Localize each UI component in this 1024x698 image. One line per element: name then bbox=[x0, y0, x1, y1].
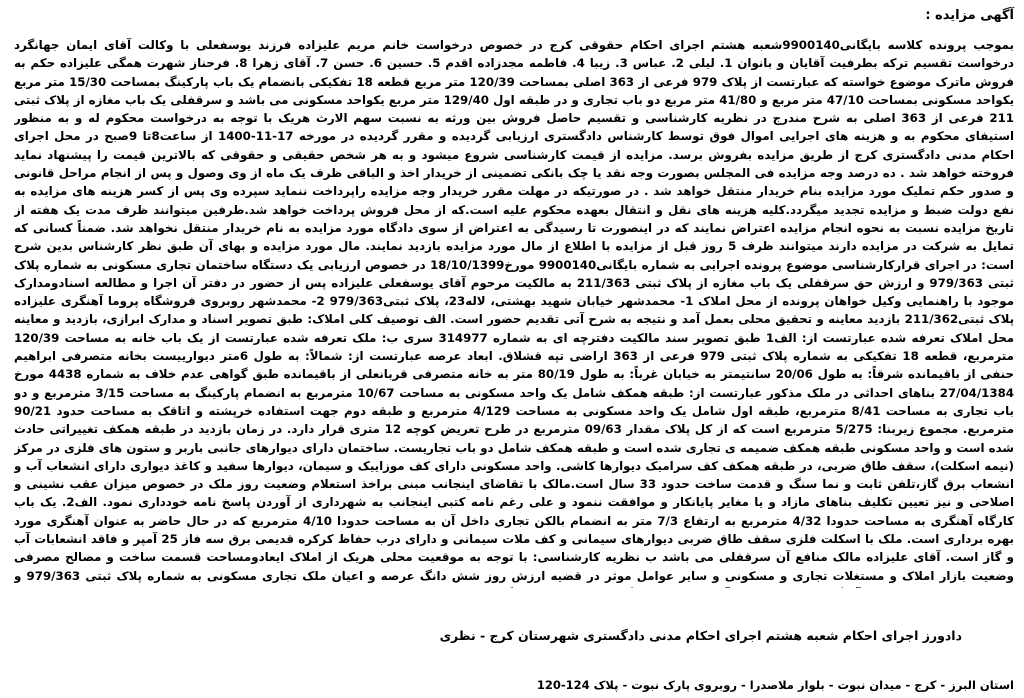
notice-address: استان البرز - کرج - میدان نبوت - بلوار ملاصدرا - روبروی پارک نبوت - پلاک 124-120 bbox=[536, 678, 1014, 692]
notice-title: آگهی مزایده : bbox=[925, 8, 1014, 23]
notice-signature: دادورز اجرای احکام شعبه هشتم اجرای احکام مدنی دادگستری شهرستان کرج - نظری bbox=[439, 628, 962, 643]
notice-body: بموجب پرونده کلاسه بایگانی9900140شعبه هشتم اجرای احکام حقوقی کرج در خصوص درخواست خانم مریم علیزاده فرزند یوسفعلی با وکالت آقای ایمان جهانگرد درخواست تقسیم ترکه بطرفیت آقایان و بانوان 1. لیلی 2. عباس 3. زیبا 4. فاطمه مجدزاده اقدم 5. حسین 6. حسن 7. آقای زهرا 8. فرحناز شهرت همگی علیزاده حکم به فروش ماترک موضوع خواسته که عبارتست از پلاک 979 فرعی از 363 اصلی بمساحت 120/39 متر مربع قطعه 18 تفکیکی بانضمام یک باب پارکینگ بمساحت 15/30 متر مربع یکواحد مسکونی بمساحت 47/10 متر مربع و 41/80 متر مربع دو باب تجاری و در طبقه اول 129/40 متر مربع یکواحد مسکونی می باشد و سرقفلی یک باب مغازه از پلاک ثبتی 211 فرعی از 363 اصلی به شرح مندرج در نظریه کارشناسی و تقسیم حاصل فروش بین ورثه به نسبت سهم الارث هریک با توجه به درخواست محکوم له و به منظور استیفای محکوم به و هزینه های اجرایی اموال فوق توسط کارشناس دادگستری ارزیابی گردیده و مقرر گردیده در مورخه 17-11-1400 از ساعت8تا 9صبح در محل اجرای احکام مدنی دادگستری کرج از طریق مزایده بفروش برسد. مزایده از قیمت کارشناسی شروع میشود و به هر شخص حقیقی و حقوقی که بالاترین قیمت را پیشنهاد نماید فروخته خواهد شد . ده درصد وجه مزایده فی المجلس بصورت وجه نقد یا چک بانکی تضمینی از خریدار اخذ و الباقی ظرف یک ماه از وی وصول و پس از انجام مراحل قانونی و صدور حکم تملیک مورد مزایده بنام خریدار منتقل خواهد شد . در صورتیکه در مهلت مقرر خریدار وجه مزایده راپرداخت ننماید سپرده وی پس از کسر هزینه های مزایده به نفع دولت ضبط و مزایده تجدید میگردد.کلیه هزینه های نقل و انتقال بعهده محکوم علیه است.که از محل فروش پرداخت خواهد شد.طرفین میتوانند ظرف مدت یک هفته از تاریخ مزایده نسبت به نحوه انجام مزایده اعتراض نمایند که در اینصورت تا رسیدگی به اعتراض از سوی دادگاه مورد مزایده به نام خریدار منتقل نخواهد شد. ضمناً کسانی که تمایل به شرکت در مزایده دارند میتوانند ظرف 5 روز قبل از مزایده با اطلاع از مال مورد مزایده بازدید نمایند. مال مورد مزایده و بهای آن طبق نظر کارشناس بدین شرح است: در اجرای قرارکارشناسی موضوع پرونده اجرایی به شماره بایگانی9900140 مورخ18/10/1399 در خصوص ارزیابی یک دستگاه ساختمان تجاری مسکونی به شماره پلاک ثبتی 979/363 و ارزش حق سرقفلی یک باب مغازه از پلاک ثبتی 211/363 به مالکیت مرحوم آقای یوسفعلی علیزاده پس از حضور در دفتر آن اجرا و مطالعه اسنادومدارک موجود با راهنمایی وکیل خواهان پرونده از محل املاک 1- محمدشهر خیابان شهید بهشتی، لاله23، پلاک ثبتی979/363 2- محمدشهر روبروی فروشگاه پروما آهنگری علیزاده پلاک ثبتی211/362 بازدید معاینه و تحقیق محلی بعمل آمد و نتیجه به شرح آتی تقدیم حضور است. الف توصیف کلی املاک: طبق تصویر اسناد و مدارک ابرازی، بازدید و معاینه محل املاک تعرفه شده عبارتست از: الف1 طبق تصویر سند مالکیت دفترچه ای به شماره 314977 سری ب: ملک تعرفه شده عبارتست از یک باب خانه به مساحت 120/39 مترمربع، قطعه 18 تفکیکی به شماره پلاک ثبتی 979 فرعی از 363 اراضی تپه قشلاق. ابعاد عرصه عبارتست از: شمالاً: به طول 6متر دیوارییست بخانه متصرفی ابراهیم حنفی از باقیمانده شرقاً: به طول 20/06 سانتیمتر به خیابان غرباً: به طول 80/19 متر به خانه متصرفی قربانعلی از باقیمانده طبق گواهی عدم خلاف به شماره 4438 مورخ 27/04/1384 بناهای احداثی در ملک مذکور عبارتست از: طبقه همکف شامل یک واحد مسکونی به مساحت 10/67 مترمربع به انضمام پارکینگ به مساحت 3/15 مترمربع و دو باب تجاری به مساحت 8/41 مترمربع، طبقه اول شامل یک واحد مسکونی به مساحت 4/129 مترمربع و طبقه دوم جهت استفاده خرپشته و اتاقک به مساحت حدود 90/21 مترمربع. مجموع زیربنا: 5/275 مترمربع است که از کل پلاک مقدار 09/63 مترمربع در طرح تعریض کوچه 12 متری قرار دارد. در زمان بازدید در طبقه همکف تغییراتی حادث شده است و واحد مسکونی طبقه همکف ضمیمه ی تجاری شده است و طبقه همکف شامل دو باب تجاریست. ساختمان دارای دیوارهای جانبی باربر و ستون های فلزی در مرکز (نیمه اسکلت)، سقف طاق ضربی، در طبقه همکف کف سرامیک دیوارها کاشی. واحد مسکونی دارای کف موزاییک و سیمان، دیوارها سفید و کاغذ دیواری دارای انشعاب آب و انشعاب برق گاز،تلفن ثابت و نما سنگ و قدمت ساخت حدود 33 سال است.مالک با تقاضای اینجانب مبنی براخذ استعلام وضعیت روز ملک در خصوص میزان عقب نشینی و اصلاحی و نیز تعیین تکلیف بناهای مازاد و یا مغایر پایانکار و موافقت ننمود و علی رغم نامه کتبی اینجانب به شهرداری از آوردن پاسخ نامه خودداری نمود. الف2. یک باب کارگاه آهنگری به مساحت حدودا 4/32 مترمربع به ارتفاع 7/3 متر به انضمام بالکن تجاری داخل آن به مساحت حدودا 4/10 مترمربع که در حال حاضر به عنوان آهنگری مورد بهره برداری است. ملک با اسکلت فلزی سقف طاق ضربی دیوارهای سیمانی و کف ملات سیمانی و دارای درب حفاظ کرکره قدیمی برق سه فاز 25 آمپر و فاقد انشعابات آب و گاز است. آقای علیزاده مالک منافع آن سرقفلی می باشد ب نظریه کارشناسی: با توجه به موقعیت محلی هریک از املاک ایعادومساحت قسمت ساخت و مصالح مصرفی وضعیت بازار املاک و مستغلات تجاری و مسکونی و سایر عوامل موثر در قضیه ارزش روز شش دانگ عرصه و اعیان ملک تجاری مسکونی به شماره پلاک ثبتی 979/363 و bbox=[14, 38, 1014, 583]
